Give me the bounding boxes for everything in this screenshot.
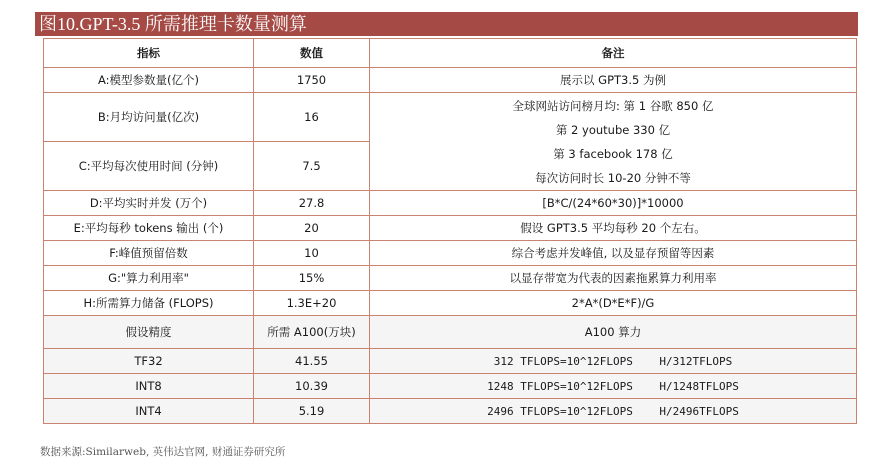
table-row	[44, 291, 857, 316]
row-value: 5.19	[254, 399, 370, 424]
row-note: 2496 TFLOPS=10^12FLOPS H/2496TFLOPS	[370, 399, 857, 424]
row-indicator: B:月均访问量(亿次)	[44, 93, 254, 142]
row-value: 10	[254, 241, 370, 266]
source-note: 数据来源:Similarweb, 英伟达官网, 财通证券研究所	[40, 446, 286, 458]
row-note: [B*C/(24*60*30)]*10000	[370, 191, 857, 216]
row-indicator: INT4	[44, 399, 254, 424]
row-indicator: E:平均每秒 tokens 输出 (个)	[44, 216, 254, 241]
header-note: 备注	[370, 39, 857, 68]
row-value: 15%	[254, 266, 370, 291]
table-row	[44, 241, 857, 266]
merged-note-cell	[370, 93, 857, 191]
note-line: 每次访问时长 10-20 分钟不等	[535, 170, 691, 185]
row-value: 41.55	[254, 349, 370, 374]
row-indicator: H:所需算力储备 (FLOPS)	[44, 291, 254, 316]
table-row	[44, 93, 857, 142]
table-header-row	[44, 39, 857, 68]
row-indicator: 假设精度	[44, 316, 254, 349]
table-row	[44, 216, 857, 241]
row-value: 27.8	[254, 191, 370, 216]
row-indicator: C:平均每次使用时间 (分钟)	[44, 142, 254, 191]
table-row	[44, 316, 857, 349]
table-row	[44, 349, 857, 374]
row-indicator: F:峰值预留倍数	[44, 241, 254, 266]
row-indicator: TF32	[44, 349, 254, 374]
row-value: 1.3E+20	[254, 291, 370, 316]
table-row	[44, 68, 857, 93]
row-indicator: INT8	[44, 374, 254, 399]
table-row	[44, 266, 857, 291]
row-note: 假设 GPT3.5 平均每秒 20 个左右。	[370, 216, 857, 241]
row-note: 312 TFLOPS=10^12FLOPS H/312TFLOPS	[370, 349, 857, 374]
row-indicator: A:模型参数量(亿个)	[44, 68, 254, 93]
row-note: 以显存带宽为代表的因素拖累算力利用率	[370, 266, 857, 291]
table-row	[44, 374, 857, 399]
table-row	[44, 191, 857, 216]
row-note: A100 算力	[370, 316, 857, 349]
figure-title: 图10.GPT-3.5 所需推理卡数量测算	[35, 12, 858, 36]
note-line: 全球网站访问榜月均: 第 1 谷歌 850 亿	[512, 98, 714, 113]
row-note: 综合考虑并发峰值, 以及显存预留等因素	[370, 241, 857, 266]
row-value: 7.5	[254, 142, 370, 191]
note-line: 第 3 facebook 178 亿	[553, 146, 673, 161]
note-line: 第 2 youtube 330 亿	[555, 122, 671, 137]
header-value: 数值	[254, 39, 370, 68]
row-note: 1248 TFLOPS=10^12FLOPS H/1248TFLOPS	[370, 374, 857, 399]
table-row	[44, 399, 857, 424]
row-indicator: G:"算力利用率"	[44, 266, 254, 291]
row-value: 所需 A100(万块)	[254, 316, 370, 349]
inference-card-table	[43, 38, 857, 424]
row-note: 展示以 GPT3.5 为例	[370, 68, 857, 93]
row-note: 2*A*(D*E*F)/G	[370, 291, 857, 316]
row-value: 16	[254, 93, 370, 142]
header-indicator: 指标	[44, 39, 254, 68]
row-value: 20	[254, 216, 370, 241]
row-value: 1750	[254, 68, 370, 93]
row-value: 10.39	[254, 374, 370, 399]
row-indicator: D:平均实时并发 (万个)	[44, 191, 254, 216]
